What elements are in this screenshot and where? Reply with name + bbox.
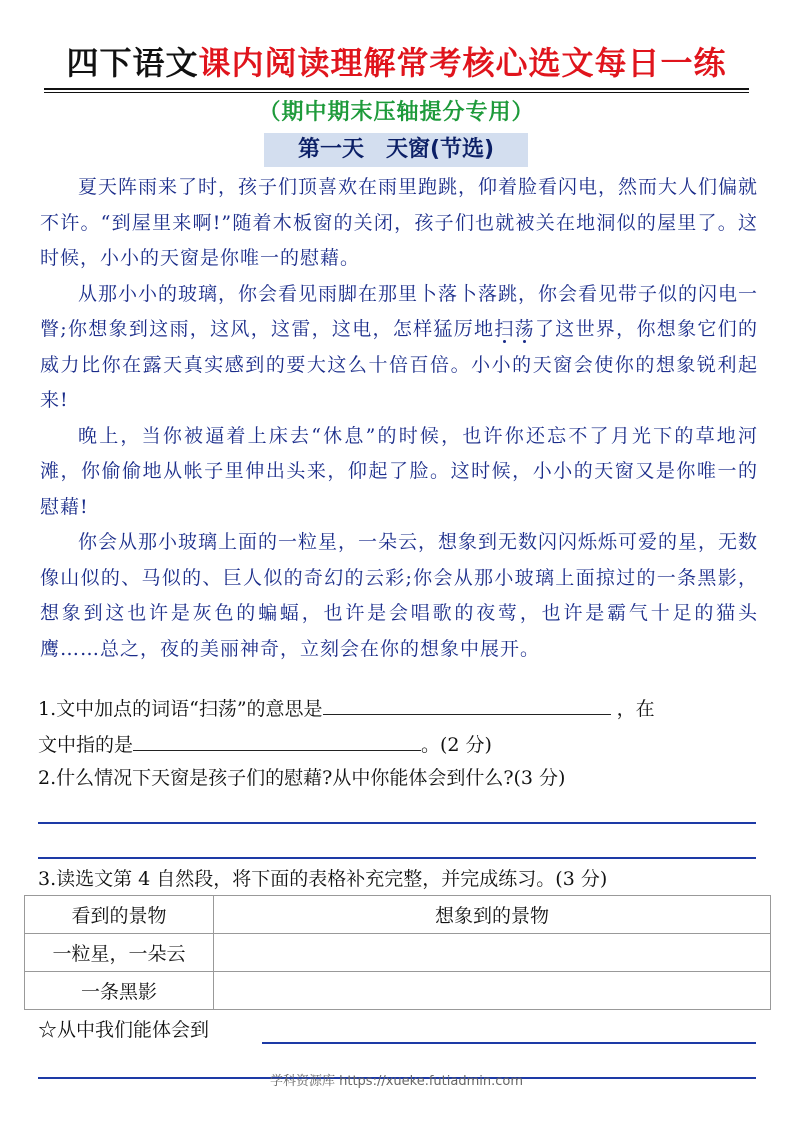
table-cell-imagined-2[interactable] bbox=[214, 972, 771, 1010]
question-3-prompt: 3.读选文第 4 自然段，将下面的表格补充完整，并完成练习。(3 分) bbox=[38, 868, 608, 890]
dotted-char-dang: 荡 bbox=[514, 318, 535, 340]
question-1-blank-context[interactable] bbox=[133, 726, 421, 751]
title-underline bbox=[44, 88, 749, 90]
table-row bbox=[25, 934, 771, 972]
question-1-blank-meaning[interactable] bbox=[323, 690, 611, 715]
question-2-answer-line-1[interactable] bbox=[38, 822, 756, 824]
table-header-row bbox=[25, 896, 771, 934]
question-1-line-2 bbox=[38, 726, 492, 762]
passage-paragraph-4: 你会从那小玻璃上面的一粒星，一朵云，想象到无数闪闪烁烁可爱的星，无数像山似的、马似的、巨人似的奇幻的云彩;你会从那小玻璃上面掠过的一条黑影，想象到这也许是灰色的蝙蝠，也许是会唱歌的夜莺，也许是霸气十足的猫头鹰……总之，夜的美丽神奇，立刻会在你的想象中展开。 bbox=[40, 531, 759, 660]
table-header-imagined: 想象到的景物 bbox=[214, 896, 771, 934]
reading-passage bbox=[40, 170, 758, 667]
table-row bbox=[25, 972, 771, 1010]
title-grade-subject: 四下语文 bbox=[66, 44, 199, 82]
question-3-answer-line-1[interactable] bbox=[262, 1042, 756, 1044]
scenery-table bbox=[24, 895, 771, 1010]
paragraph-2-text-start: 从那小小的玻璃，你会看见雨脚在那里卜落卜落跳，你会看见带子似的闪电一瞥;你想象到这雨，这风，这雷，这电，怎样猛厉地 bbox=[40, 282, 759, 340]
question-1-score: 。(2 分) bbox=[421, 734, 492, 756]
question-3-followup-prompt: ☆从中我们能体会到 bbox=[38, 1019, 210, 1041]
table-cell-seen-shadow: 一条黑影 bbox=[25, 972, 214, 1010]
lesson-title: 第一天 天窗(节选) bbox=[264, 133, 528, 167]
title-topic: 课内阅读理解常考核心选文每日一练 bbox=[198, 44, 727, 82]
passage-paragraph-2 bbox=[40, 277, 758, 419]
page-subtitle: （期中期末压轴提分专用） bbox=[258, 100, 535, 125]
page-title bbox=[40, 40, 753, 86]
dotted-char-sao: 扫 bbox=[494, 318, 515, 340]
question-1-prompt: 1.文中加点的词语“扫荡”的意思是 bbox=[38, 698, 323, 720]
table-header-seen: 看到的景物 bbox=[25, 896, 214, 934]
question-1-prompt-2: 文中指的是 bbox=[38, 734, 134, 756]
title-underline-thin bbox=[44, 92, 749, 93]
question-1-line-1 bbox=[38, 690, 655, 726]
question-2-answer-line-2[interactable] bbox=[38, 857, 756, 859]
watermark: 学科资源库 https://xueke.futiadmin.com bbox=[269, 1074, 523, 1089]
table-cell-imagined-1[interactable] bbox=[214, 934, 771, 972]
passage-paragraph-1: 夏天阵雨来了时，孩子们顶喜欢在雨里跑跳，仰着脸看闪电，然而大人们偏就不许。“到屋里来啊!”随着木板窗的关闭，孩子们也就被关在地洞似的屋里了。这时候，小小的天窗是你唯一的慰藉。 bbox=[40, 176, 759, 269]
question-1-connector: ，在 bbox=[616, 698, 655, 720]
passage-paragraph-3: 晚上，当你被逼着上床去“休息”的时候，也许你还忘不了月光下的草地河滩，你偷偷地从帐子里伸出头来，仰起了脸。这时候，小小的天窗又是你唯一的慰藉! bbox=[40, 424, 758, 518]
table-cell-seen-star-cloud: 一粒星，一朵云 bbox=[25, 934, 214, 972]
question-3-followup bbox=[38, 1013, 209, 1047]
paragraph-2-text-end: 了这世界，你想象它们的威力比你在露天真实感到的要大这么十倍百倍。小小的天窗会使你的想象锐利起来! bbox=[40, 318, 758, 411]
question-2-prompt: 2.什么情况下天窗是孩子们的慰藉?从中你能体会到什么?(3 分) bbox=[38, 767, 566, 789]
